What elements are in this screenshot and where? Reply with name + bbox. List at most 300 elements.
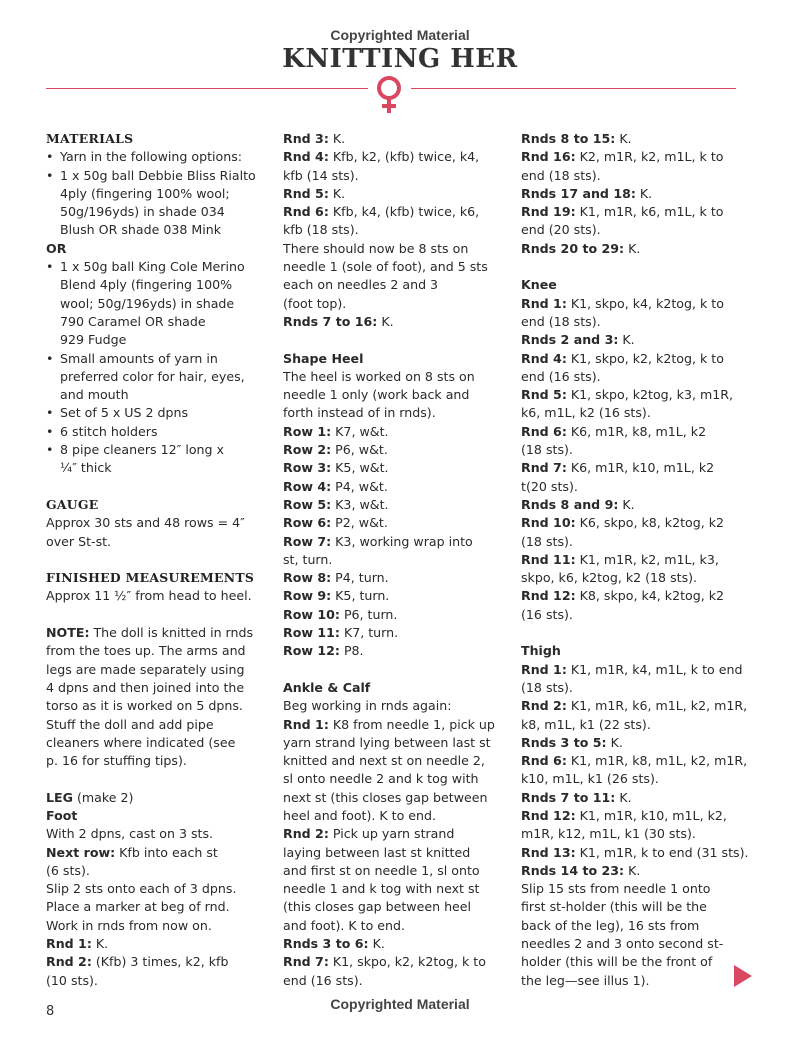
line-text: 790 Caramel OR shade (60, 313, 206, 329)
line-text: P4, turn. (331, 570, 389, 586)
text-line (521, 514, 746, 532)
instruction-label: Rnd 13: (521, 844, 576, 860)
text-line (283, 258, 505, 276)
text-line (283, 825, 505, 843)
line-text: holder (this will be the front of (521, 954, 713, 970)
list-item (46, 404, 268, 422)
text-line (521, 734, 746, 752)
line-text: Thigh (521, 643, 561, 659)
line-text: 1 x 50g ball King Cole Merino (60, 259, 245, 275)
line-text: knitted and next st on needle 2, (283, 753, 485, 769)
copyright-notice-bottom: Copyrighted Material (330, 996, 470, 1012)
instruction-label: Rnds 7 to 11: (521, 789, 616, 805)
text-line (521, 478, 746, 496)
text-line (283, 496, 505, 514)
text-line (283, 514, 505, 532)
line-text: K1, skpo, k2, k2tog, k to (328, 954, 486, 970)
text-line (283, 478, 505, 496)
line-text: next st (this closes gap between (283, 789, 488, 805)
instruction-label: Row 11: (283, 625, 340, 641)
instruction-label: Row 10: (283, 606, 340, 622)
instruction-label: Rnds 8 to 15: (521, 131, 616, 146)
instruction-label: LEG (46, 789, 73, 805)
list-item-continuation (46, 331, 268, 349)
text-line (46, 917, 268, 935)
instruction-label: Rnds 17 and 18: (521, 185, 636, 201)
line-text: Stuff the doll and add pipe (46, 716, 214, 732)
line-text: needles 2 and 3 onto second st- (521, 936, 724, 952)
text-line (46, 825, 268, 843)
line-text: each on needles 2 and 3 (283, 277, 439, 293)
instruction-label: Rnd 4: (521, 350, 567, 366)
line-text: Kfb into each st (115, 844, 218, 860)
line-text: K. (368, 936, 385, 952)
line-text: K1, m1R, k6, m1L, k2, m1R, (566, 698, 748, 714)
text-line (46, 935, 268, 953)
list-item (46, 258, 268, 276)
line-text: Work in rnds from now on. (46, 917, 212, 933)
line-text: K. (624, 240, 641, 256)
line-text: K1, m1R, k2, m1L, k3, (575, 551, 719, 567)
line-text: and foot). K to end. (283, 917, 406, 933)
spacer (521, 258, 746, 276)
instruction-label: Rnd 1: (46, 936, 92, 952)
line-text: K2, m1R, k2, m1L, k to (575, 149, 724, 165)
instruction-label: Rnd 11: (521, 551, 576, 567)
spacer (283, 331, 505, 349)
instruction-label: Rnds 3 to 5: (521, 734, 607, 750)
line-text: K1, m1R, k10, m1L, k2, (575, 807, 727, 823)
text-line (283, 551, 505, 569)
line-text: (16 sts). (521, 606, 573, 622)
text-line (46, 679, 268, 697)
line-text: p. 16 for stuffing tips). (46, 753, 187, 769)
line-text: Slip 15 sts from needle 1 onto (521, 881, 711, 897)
text-line (521, 221, 746, 239)
line-text: K. (328, 185, 346, 201)
line-text: needle 1 (sole of foot), and 5 sts (283, 259, 488, 275)
text-line (283, 185, 505, 203)
text-line (283, 295, 505, 313)
line-text: Knee (521, 277, 557, 293)
text-line (521, 587, 746, 605)
line-text: K. (618, 496, 635, 512)
list-item-continuation (46, 185, 268, 203)
line-text: end (20 sts). (521, 222, 601, 238)
text-line (283, 752, 505, 770)
line-text: K. (328, 131, 346, 146)
line-text: end (16 sts). (521, 368, 601, 384)
spacer (46, 606, 268, 624)
line-text: P8. (339, 643, 364, 659)
section-heading (46, 130, 268, 148)
line-text: 50g/196yds) in shade 034 (60, 204, 225, 220)
text-line (283, 898, 505, 916)
text-line (521, 825, 746, 843)
female-symbol-icon (374, 75, 404, 115)
line-text: and first st on needle 1, sl onto (283, 862, 480, 878)
instruction-label: Next row: (46, 844, 116, 860)
text-line (521, 716, 746, 734)
instruction-label: Rnd 16: (521, 149, 576, 165)
line-text: 4 dpns and then joined into the (46, 679, 245, 695)
instruction-label: Rnd 12: (521, 588, 576, 604)
text-line (46, 716, 268, 734)
text-line (46, 642, 268, 660)
line-text: k6, m1L, k2 (16 sts). (521, 405, 651, 421)
text-line (283, 807, 505, 825)
instruction-label: Rnds 7 to 16: (283, 313, 378, 329)
list-item (46, 423, 268, 441)
line-text: Place a marker at beg of rnd. (46, 899, 230, 915)
line-text: needle 1 and k tog with next st (283, 881, 480, 897)
line-text: kfb (14 sts). (283, 167, 359, 183)
instruction-label: Rnd 6: (521, 423, 567, 439)
copyright-notice-top: Copyrighted Material (330, 27, 470, 43)
line-text: K. (615, 789, 632, 805)
list-item (46, 148, 268, 166)
line-text: torso as it is worked on 5 dpns. (46, 698, 243, 714)
list-item-continuation (46, 459, 268, 477)
line-text: FINISHED MEASUREMENTS (46, 570, 255, 586)
line-text: K3, working wrap into (331, 533, 473, 549)
text-line (46, 953, 268, 971)
line-text: Blend 4ply (fingering 100% (60, 277, 233, 293)
text-line (283, 716, 505, 734)
line-text: end (18 sts). (521, 167, 601, 183)
instruction-label: Rnds 14 to 23: (521, 862, 625, 878)
line-text: K1, m1R, k8, m1L, k2, m1R, (566, 753, 748, 769)
page-title: KNITTING HER (282, 44, 518, 74)
line-text: K6, skpo, k8, k2tog, k2 (575, 515, 725, 531)
text-line (46, 514, 268, 532)
spacer (46, 551, 268, 569)
line-text: (Kfb) 3 times, k2, kfb (91, 954, 229, 970)
line-text: K. (606, 734, 623, 750)
text-line (283, 606, 505, 624)
line-text: over St-st. (46, 533, 112, 549)
line-text: K7, w&t. (331, 423, 389, 439)
text-line (283, 404, 505, 422)
text-line (283, 533, 505, 551)
text-line (521, 807, 746, 825)
text-line (521, 789, 746, 807)
line-text: K6, m1R, k10, m1L, k2 (566, 460, 715, 476)
text-line (521, 880, 746, 898)
line-text: and mouth (60, 387, 129, 403)
subheading (521, 642, 746, 660)
instruction-label: Row 7: (283, 533, 332, 549)
section-heading (46, 496, 268, 514)
text-line (521, 240, 746, 258)
text-line (283, 221, 505, 239)
text-line (521, 972, 746, 990)
line-text: laying between last st knitted (283, 844, 471, 860)
instruction-label: Rnd 3: (283, 131, 329, 146)
line-text: (18 sts). (521, 679, 573, 695)
line-text: Beg working in rnds again: (283, 698, 452, 714)
instruction-label: Row 3: (283, 460, 332, 476)
instruction-label: Row 8: (283, 570, 332, 586)
text-line (46, 844, 268, 862)
text-line (521, 441, 746, 459)
text-line (283, 972, 505, 990)
line-text: (make 2) (72, 789, 134, 805)
line-text: K1, skpo, k2tog, k3, m1R, (566, 387, 734, 403)
instruction-label: Rnds 2 and 3: (521, 332, 619, 348)
text-line (521, 386, 746, 404)
text-line (521, 917, 746, 935)
text-line (283, 770, 505, 788)
line-text: Pick up yarn strand (328, 826, 455, 842)
line-text: heel and foot). K to end. (283, 807, 437, 823)
instruction-label: Rnd 1: (283, 716, 329, 732)
line-text: K3, w&t. (331, 496, 389, 512)
instruction-label: Row 1: (283, 423, 332, 439)
line-text: needle 1 only (work back and (283, 387, 470, 403)
line-text: ¼″ thick (60, 460, 112, 476)
line-text: (18 sts). (521, 533, 573, 549)
list-item-continuation (46, 313, 268, 331)
text-line (283, 935, 505, 953)
text-line (521, 935, 746, 953)
text-line (521, 953, 746, 971)
list-item-continuation (46, 386, 268, 404)
text-line (521, 313, 746, 331)
text-line (521, 569, 746, 587)
line-text: With 2 dpns, cast on 3 sts. (46, 826, 214, 842)
text-line (521, 295, 746, 313)
line-text: The heel is worked on 8 sts on (283, 368, 475, 384)
line-text: There should now be 8 sts on (283, 240, 469, 256)
text-line (46, 734, 268, 752)
line-text: Shape Heel (283, 350, 364, 366)
text-line (521, 130, 746, 148)
list-item-continuation (46, 295, 268, 313)
instruction-label: Row 9: (283, 588, 332, 604)
line-text: K. (377, 313, 394, 329)
section-heading (46, 569, 268, 587)
line-text: wool; 50g/196yds) in shade (60, 295, 235, 311)
column-1 (46, 130, 268, 990)
line-text: K1, skpo, k2, k2tog, k to (566, 350, 724, 366)
text-line (283, 386, 505, 404)
line-text: P6, turn. (339, 606, 398, 622)
text-line (521, 331, 746, 349)
text-line (283, 203, 505, 221)
instruction-label: Rnd 7: (283, 954, 329, 970)
text-line (521, 167, 746, 185)
line-text: Foot (46, 807, 78, 823)
text-line (46, 661, 268, 679)
line-text: K1, m1R, k4, m1L, k to end (566, 661, 743, 677)
text-line (521, 697, 746, 715)
line-text: The doll is knitted in rnds (89, 625, 254, 641)
subheading (283, 679, 505, 697)
text-line (283, 569, 505, 587)
subheading (46, 240, 268, 258)
subheading (521, 276, 746, 294)
text-line (521, 459, 746, 477)
text-line (283, 734, 505, 752)
text-line (283, 587, 505, 605)
line-text: K. (635, 185, 653, 201)
line-text: Approx 30 sts and 48 rows = 4″ (46, 515, 245, 531)
line-text: P2, w&t. (331, 515, 388, 531)
line-text: MATERIALS (46, 131, 134, 146)
line-text: K8 from needle 1, pick up (328, 716, 495, 732)
column-2 (283, 130, 505, 990)
text-line (283, 148, 505, 166)
text-line (283, 642, 505, 660)
instruction-label: Rnds 3 to 6: (283, 936, 369, 952)
text-line (521, 844, 749, 862)
line-text: (6 sts). (46, 862, 90, 878)
text-line (46, 972, 268, 990)
text-line (521, 606, 746, 624)
list-item-continuation (46, 368, 268, 386)
line-text: skpo, k6, k2tog, k2 (18 sts). (521, 570, 698, 586)
line-text: Blush OR shade 038 Mink (60, 222, 222, 238)
instruction-label: Rnd 12: (521, 807, 576, 823)
line-text: legs are made separately using (46, 661, 245, 677)
line-text: sl onto needle 2 and k tog with (283, 771, 479, 787)
text-line (521, 203, 746, 221)
line-text: (foot top). (283, 295, 347, 311)
instruction-label: Rnd 6: (283, 204, 329, 220)
text-line (46, 898, 268, 916)
line-text: 4ply (fingering 100% wool; (60, 185, 230, 201)
line-text: Yarn in the following options: (60, 149, 243, 165)
line-text: 929 Fudge (60, 332, 127, 348)
line-text: back of the leg), 16 sts from (521, 917, 700, 933)
text-line (521, 533, 746, 551)
instruction-label: Rnd 2: (283, 826, 329, 842)
text-line (46, 533, 268, 551)
subheading (46, 807, 268, 825)
next-page-arrow-icon[interactable] (734, 965, 752, 987)
line-text: K6, m1R, k8, m1L, k2 (566, 423, 707, 439)
line-text: 6 stitch holders (60, 423, 158, 439)
line-text: first st-holder (this will be the (521, 899, 707, 915)
instruction-label: Row 6: (283, 515, 332, 531)
list-item-continuation (46, 203, 268, 221)
text-line (521, 185, 746, 203)
text-line (283, 368, 505, 386)
line-text: (18 sts). (521, 442, 573, 458)
line-text: K5, turn. (331, 588, 390, 604)
instruction-label: Rnd 5: (521, 387, 567, 403)
line-text: K8, skpo, k4, k2tog, k2 (575, 588, 725, 604)
instruction-label: Rnd 1: (521, 295, 567, 311)
line-text: K. (618, 332, 635, 348)
instruction-label: Row 5: (283, 496, 332, 512)
line-text: 1 x 50g ball Debbie Bliss Rialto (60, 167, 256, 183)
text-line (521, 679, 746, 697)
line-text: Approx 11 ½″ from head to heel. (46, 588, 252, 604)
instruction-label: Rnds 8 and 9: (521, 496, 619, 512)
line-text: end (16 sts). (283, 972, 363, 988)
text-line (521, 350, 746, 368)
spacer (46, 478, 268, 496)
line-text: from the toes up. The arms and (46, 643, 246, 659)
line-text: K7, turn. (339, 625, 399, 641)
text-line (46, 752, 268, 770)
line-text: (this closes gap between heel (283, 899, 472, 915)
list-item (46, 441, 268, 459)
text-line (283, 862, 505, 880)
line-text: K. (91, 936, 109, 952)
line-text: K. (615, 131, 632, 146)
line-text: P6, w&t. (331, 442, 388, 458)
line-text: 8 pipe cleaners 12″ long x (60, 442, 224, 458)
line-text: k8, m1L, k1 (22 sts). (521, 716, 651, 732)
text-line (283, 313, 505, 331)
list-item (46, 167, 268, 185)
instruction-label: Rnds 20 to 29: (521, 240, 625, 256)
line-text: OR (46, 240, 67, 256)
text-line (283, 917, 505, 935)
line-text: K1, m1R, k to end (31 sts). (575, 844, 749, 860)
instruction-label: Rnd 2: (521, 698, 567, 714)
line-text: Kfb, k4, (kfb) twice, k6, (328, 204, 480, 220)
instruction-label: Row 4: (283, 478, 332, 494)
line-text: forth instead of in rnds). (283, 405, 436, 421)
text-line (521, 404, 746, 422)
title-rule-left (46, 88, 368, 89)
page-number: 8 (46, 1004, 55, 1019)
text-line (46, 789, 268, 807)
text-line (521, 898, 746, 916)
spacer (283, 661, 505, 679)
text-line (521, 862, 746, 880)
instruction-label: NOTE: (46, 625, 90, 641)
line-text: m1R, k12, m1L, k1 (30 sts). (521, 826, 696, 842)
instruction-label: Row 2: (283, 442, 332, 458)
text-line (46, 624, 268, 642)
text-line (521, 368, 746, 386)
text-line (283, 459, 505, 477)
text-line (283, 697, 505, 715)
text-line (521, 423, 746, 441)
line-text: t(20 sts). (521, 478, 578, 494)
line-text: preferred color for hair, eyes, (60, 368, 245, 384)
line-text: st, turn. (283, 551, 333, 567)
line-text: K1, skpo, k4, k2tog, k to (566, 295, 724, 311)
text-line (283, 880, 505, 898)
line-text: cleaners where indicated (see (46, 734, 236, 750)
instruction-label: Rnd 19: (521, 204, 576, 220)
line-text: Set of 5 x US 2 dpns (60, 405, 189, 421)
instruction-label: Rnd 1: (521, 661, 567, 677)
text-line (283, 276, 505, 294)
line-text: Slip 2 sts onto each of 3 dpns. (46, 881, 237, 897)
text-line (283, 423, 505, 441)
line-text: Ankle & Calf (283, 679, 371, 695)
line-text: end (18 sts). (521, 313, 601, 329)
title-rule-right (411, 88, 736, 89)
text-line (521, 661, 746, 679)
list-item-continuation (46, 221, 268, 239)
instruction-label: Row 12: (283, 643, 340, 659)
list-item (46, 350, 268, 368)
instruction-label: Rnd 10: (521, 515, 576, 531)
text-line (283, 789, 505, 807)
line-text: kfb (18 sts). (283, 222, 359, 238)
line-text: k10, m1L, k1 (26 sts). (521, 771, 659, 787)
instruction-label: Rnd 4: (283, 149, 329, 165)
spacer (521, 624, 746, 642)
